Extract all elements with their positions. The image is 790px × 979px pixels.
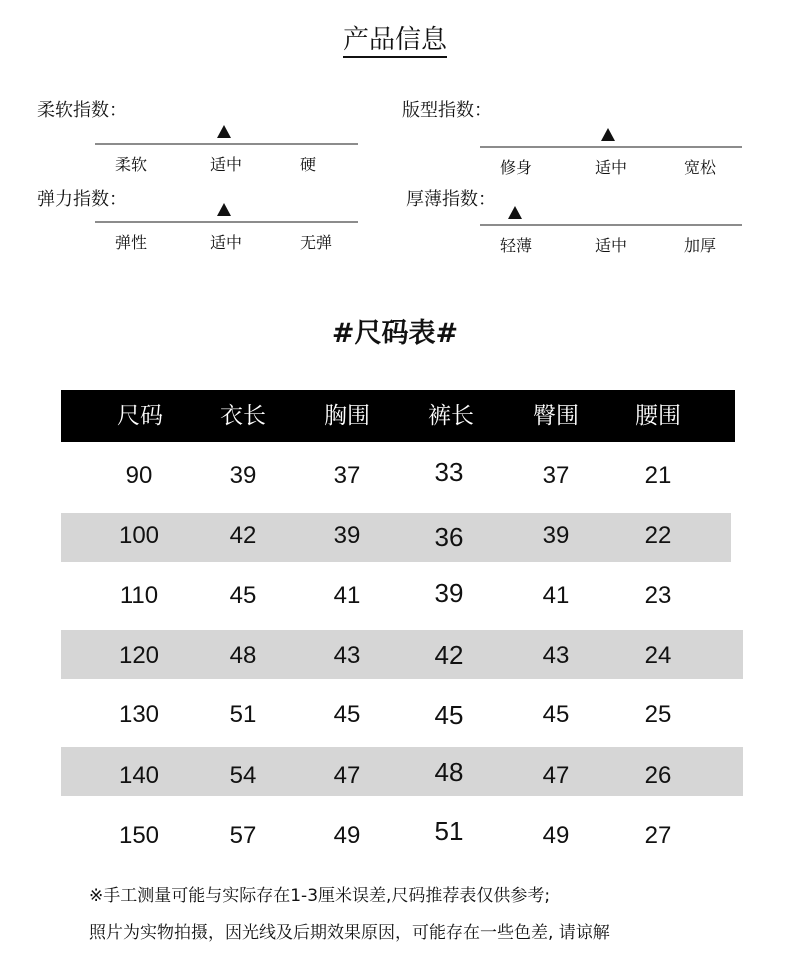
cell-pants-length: 39 — [434, 578, 464, 608]
cell-length: 42 — [229, 522, 257, 549]
cell-pants-length: 33 — [434, 457, 464, 487]
cell-length: 39 — [229, 462, 257, 489]
elasticity-marker-icon — [217, 203, 231, 216]
cell-waist: 24 — [644, 642, 672, 669]
elasticity-option-stretch: 弹性 — [114, 233, 147, 252]
fit-option-medium: 适中 — [594, 158, 627, 177]
header-hip: 臀围 — [533, 403, 579, 429]
cell-length: 54 — [229, 762, 257, 789]
softness-scale-line — [95, 143, 358, 145]
cell-waist: 21 — [644, 462, 672, 489]
thickness-option-thin: 轻薄 — [499, 236, 532, 255]
header-chest: 胸围 — [324, 403, 370, 429]
cell-size: 90 — [125, 462, 153, 489]
header-pants-length: 裤长 — [428, 403, 474, 429]
cell-hip: 47 — [542, 762, 570, 789]
cell-hip: 49 — [542, 822, 570, 849]
thickness-marker-icon — [508, 206, 522, 219]
size-table-header — [61, 390, 735, 442]
cell-chest: 49 — [333, 822, 361, 849]
elasticity-scale-line — [95, 221, 358, 223]
cell-chest: 39 — [333, 522, 361, 549]
table-row — [61, 691, 731, 740]
table-row — [61, 513, 731, 562]
thickness-option-medium: 适中 — [594, 236, 627, 255]
header-size: 尺码 — [117, 403, 163, 429]
fit-scale-line — [480, 146, 742, 148]
cell-hip: 39 — [542, 522, 570, 549]
cell-hip: 41 — [542, 582, 570, 609]
cell-hip: 43 — [542, 642, 570, 669]
thickness-index-label: 厚薄指数： — [406, 189, 496, 210]
cell-length: 45 — [229, 582, 257, 609]
fit-marker-icon — [601, 128, 615, 141]
cell-length: 57 — [229, 822, 257, 849]
product-info-title-text: 产品信息 — [343, 25, 447, 58]
cell-pants-length: 36 — [434, 522, 464, 552]
cell-size: 120 — [118, 642, 160, 669]
cell-chest: 41 — [333, 582, 361, 609]
cell-size: 150 — [118, 822, 160, 849]
product-info-title — [0, 24, 790, 56]
table-row — [61, 747, 743, 796]
thickness-option-thick: 加厚 — [683, 236, 716, 255]
softness-option-hard: 硬 — [299, 155, 316, 174]
cell-size: 100 — [118, 522, 160, 549]
elasticity-option-none: 无弹 — [299, 233, 332, 252]
fit-option-slim: 修身 — [499, 158, 532, 177]
thickness-scale-line — [480, 224, 742, 226]
cell-waist: 23 — [644, 582, 672, 609]
cell-size: 110 — [119, 582, 159, 609]
cell-chest: 43 — [333, 642, 361, 669]
cell-pants-length: 42 — [434, 640, 464, 670]
softness-option-medium: 适中 — [209, 155, 242, 174]
elasticity-option-medium: 适中 — [209, 233, 242, 252]
cell-pants-length: 51 — [434, 816, 464, 846]
cell-waist: 22 — [644, 522, 672, 549]
cell-hip: 37 — [542, 462, 570, 489]
cell-waist: 25 — [644, 701, 672, 728]
softness-index-label: 柔软指数： — [37, 100, 127, 121]
cell-pants-length: 48 — [434, 757, 464, 787]
softness-marker-icon — [217, 125, 231, 138]
cell-length: 48 — [229, 642, 257, 669]
header-waist: 腰围 — [635, 403, 681, 429]
table-row — [61, 452, 731, 501]
color-note: 照片为实物拍摄，因光线及后期效果原因，可能存在一些色差, 请谅解 — [89, 923, 610, 943]
elasticity-index-label: 弹力指数： — [37, 189, 127, 210]
cell-size: 130 — [118, 701, 160, 728]
cell-chest: 45 — [333, 701, 361, 728]
softness-option-soft: 柔软 — [114, 155, 147, 174]
cell-length: 51 — [229, 701, 257, 728]
cell-chest: 37 — [333, 462, 361, 489]
table-row — [61, 810, 731, 859]
fit-option-loose: 宽松 — [683, 158, 716, 177]
cell-chest: 47 — [333, 762, 361, 789]
table-row — [61, 630, 743, 679]
fit-index-label: 版型指数： — [402, 100, 492, 121]
cell-pants-length: 45 — [434, 700, 464, 730]
cell-hip: 45 — [542, 701, 570, 728]
size-chart-title: #尺码表# — [331, 318, 459, 349]
measurement-note: ※手工测量可能与实际存在1-3厘米误差,尺码推荐表仅供参考; — [89, 886, 551, 906]
cell-waist: 27 — [644, 822, 672, 849]
table-row — [61, 572, 731, 621]
header-length: 衣长 — [220, 403, 266, 429]
cell-size: 140 — [118, 762, 160, 789]
cell-waist: 26 — [644, 762, 672, 789]
